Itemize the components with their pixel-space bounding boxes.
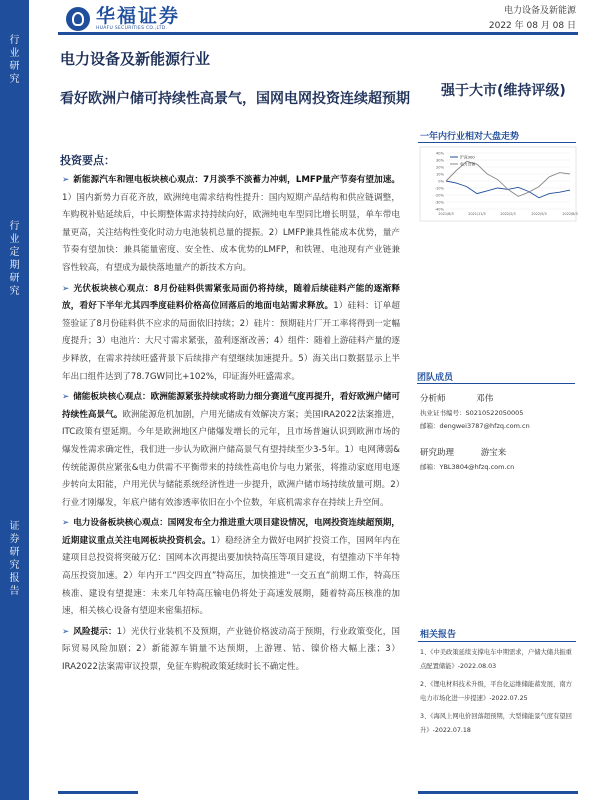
bullet-body: 1）光伏行业装机不及预期，产业链价格波动高于预期，行业政策变化，国际贸易风险加剧；2）新能源车销量不达预期，上游锂、钴、镍价格大幅上涨；3）IRA2022法案需审议投票，免征车购税政策延续时长不确定性。 [62,626,400,673]
relative-performance-chart [420,147,576,221]
left-side-band [0,0,29,800]
bullet-body: 1）稳经济全力做好电网扩投资工作，国网年内在建项目总投资将突破万亿：国网本次再提出要加快特高压等项目建设，有望推动下半年特高压投资加速。2）年内开工“四交四直”特高压，加快推进“一交五直”前期工作，特高压核准、建设有望提速：未来几年特高压输电仍将处于高速发展期，随着特高压核准的加速，相关核心设备有望迎来密集招标。 [62,535,400,617]
bullet-body: 1）硅料：订单超签验证了8月份硅料供不应求的局面依旧持续；2）硅片：预期硅片厂开工率将得到一定幅度提升；3）电池片：大尺寸需求紧张，盈利逐渐改善；4）组件：随着上游硅料产量的逐步释放，在需求持续旺盛背景下后续排产有望继续加速提升。5）海关出口数据显示上半年出口组件达到了78.7GW同比+102%，印证海外旺盛需求。 [62,301,400,382]
chart-x-tick-label: 2021/11/3 [468,212,486,216]
body-column [62,172,400,680]
related-report-item[interactable]: 2、《锂电材料技术升级，平台化运维储能蓄发展，南方电力市场化进一步提速》-2022.07.25 [420,681,572,702]
report-title: 看好欧洲户储可持续性高景气，国网电网投资连续超预期 [60,91,410,107]
footer-rule-left [58,791,138,794]
bullet-risk: ➢ 风险提示：1）光伏行业装机不及预期，产业链价格波动高于预期，行业政策变化，国际贸易风险加剧；2）新能源车销量不达预期，上游锂、钴、镍价格大幅上涨；3）IRA2022法案需审议投票，免征车购税政策延续时长不确定性。 [62,626,400,673]
company-logo [66,6,180,31]
chart-y-tick-label: 40% [436,151,444,156]
chart-y-tick-label: 30% [436,158,444,163]
analyst-role: 分析师 [420,394,446,404]
chart-legend-label: 沪深300 [460,154,475,160]
assistant-role: 研究助理 [420,448,455,458]
analyst-row [420,392,493,404]
assistant-name: 游宝来 [480,448,507,458]
assistant-row [420,446,506,458]
bullet-body: 欧洲能源危机加剧，户用光储成有效解决方案；美国IRA2022法案推进，ITC政策有望延期。今年是欧洲地区户储爆发增长的元年，且市场普遍认识到欧洲市场的爆发性需求确定性，我们进一步认为欧洲户储高景气有望持续至少3-5年。1）电网薄弱&传统能源供应紧张&电力供需不平衡带来的持续性高电价与电力紧张，将推动家庭用电逐步转向太阳能，户用光伏与储能系统经济性进一步提升，欧洲户储市场持续放量可期。2）行业才刚爆发，年底户储有效渗透率依旧在小个位数，年底机需求存在持续上升空间。 [62,409,400,508]
related-reports-list [420,646,578,742]
team-rule [417,383,575,384]
bullet-head: 电力设备板块核心观点：国网发布全力推进重大项目建设情况，电网投资连续超预期，近期建议重点关注电网板块投资机会。 [62,518,400,546]
logo-emblem-icon [66,7,90,31]
bullet-storage: ➢ 储能板块核心观点：欧洲能源紧张持续或将助力细分赛道气度再提升，看好欧洲户储可持续性高景气。欧洲能源危机加剧，户用光储成有效解决方案；美国IRA2022法案推进，ITC政策有望延期。今年是欧洲地区户储爆发增长的元年，且市场普遍认识到欧洲市场的爆发性需求确定性，我们进一步认为欧洲户储高景气有望持续至少3-5年。1）电网薄弱&传统能源供应紧张&电力供需不平衡带来的持续性高电价与电力紧张，将推动家庭用电逐步转向太阳能，户用光伏与储能系统经济性进一步提升，欧洲户储市场持续放量可期。2）行业才刚爆发，年底户储有效渗透率依旧在小个位数，年底机需求存在持续上升空间。 [62,392,400,508]
band-label-bottom: 证券研究报告 [9,521,20,597]
rating-label: 强于大市(维持评级) [441,83,566,99]
chart-y-tick-label: -10% [434,186,444,191]
bullet-pv: ➢ 光伏板块核心观点：8月份硅料供需紧张局面仍将持续，随着后续硅料产能的逐渐释放，看好下半年尤其四季度硅料价格高位回落后的地面电站需求释放。1）硅料：订单超签验证了8月份硅料供不应求的局面依旧持续；2）硅片：预期硅片厂开工率将得到一定幅度提升；3）电池片：大尺寸需求紧张，盈利逐渐改善；4）组件：随着上游硅料产量的逐步释放，在需求持续旺盛背景下后续排产有望继续加速提升。5）海关出口数据显示上半年出口组件达到了78.7GW同比+102%，印证海外旺盛需求。 [62,283,400,382]
chart-y-tick-label: -20% [434,193,444,198]
chart-x-tick-label: 2022/2/3 [500,212,516,216]
logo-chinese-name: 华福证券 [96,5,181,27]
header-date: 2022 年 08 月 08 日 [488,21,576,31]
related-reports-label: 相关报告 [420,630,457,640]
logo-english-name: HUAFU SECURITIES CO.,LTD. [96,26,168,31]
section-label-highlights: 投资要点： [60,154,115,167]
bullet-head: 光伏板块核心观点：8月份硅料供需紧张局面仍将持续，随着后续硅料产能的逐渐释放，看好下半年尤其四季度硅料价格高位回落后的地面电站需求释放。 [62,283,400,312]
bullet-head: 风险提示： [73,626,117,637]
bullet-body: 1）国内新势力百花齐放，欧洲纯电需求结构性提升：国内短期产品结构和供应链调整，车购税补贴延续后，中长期整体需求持持续向好，欧洲纯电车型同比增长明显，单车带电量更高，关注结构性变化时动力电池装机总量的提振。2）LMFP兼具性能成本优势，量产节奏有望加快：兼具能量密度、安全性、成本优势的LMFP，和铁锂、电池现有产业链兼容性较高，有望成为最快落地量产的新技术方向。 [62,192,400,273]
header-rule [58,32,578,35]
bullet-auto: ➢ 新能源汽车和锂电板块核心观点：7月淡季不淡蓄力冲刺，LMFP量产节奏有望加速。1）国内新势力百花齐放，欧洲纯电需求结构性提升：国内短期产品结构和供应链调整，车购税补贴延续后，中长期整体需求持持续向好，欧洲纯电车型同比增长明显，单车带电量更高，关注结构性变化时动力电池装机总量的提振。2）LMFP兼具性能成本优势，量产节奏有望加快：兼具能量密度、安全性、成本优势的LMFP，和铁锂、电池现有产业链兼容性较高，有望成为最快落地量产的新技术方向。 [62,175,400,273]
band-label-top: 行业研究 [9,35,20,85]
chart-y-tick-label: 0% [438,179,444,184]
chart-x-tick-label: 2022/8/3 [562,212,578,216]
chart-y-tick-label: -40% [434,207,444,212]
analyst-name: 邓伟 [476,394,494,404]
industry-title: 电力设备及新能源行业 [60,50,211,68]
bullet-head: 储能板块核心观点：欧洲能源紧张持续或将助力细分赛道气度再提升，看好欧洲户储可持续性高景气。 [62,392,400,420]
chart-legend-label: 电力设备 [460,161,476,167]
bullet-head: 新能源汽车和锂电板块核心观点：7月淡季不淡蓄力冲刺，LMFP量产节奏有望加速。 [73,175,400,185]
chart-rule [418,142,576,143]
team-label: 团队成员 [417,373,454,383]
chart-y-tick-label: 10% [436,172,444,177]
analyst-email[interactable]: 邮箱：dengwei3787@hfzq.com.cn [420,422,530,430]
related-report-item[interactable]: 3、《海风上网电价回落超预期，大型储能景气度有望回升》-2022.07.18 [420,713,572,734]
related-rule [418,641,576,642]
analyst-license: 执业证书编号：S0210522050005 [420,409,524,417]
chart-x-tick-label: 2022/5/3 [531,212,547,216]
band-label-middle: 行业定期研究 [9,221,20,297]
related-report-item[interactable]: 1、《中美政策延续支撑电车中期需求，户储大储共振重点配置储能》-2022.08.03 [420,649,572,670]
bullet-grid: ➢ 电力设备板块核心观点：国网发布全力推进重大项目建设情况，电网投资连续超预期，近期建议重点关注电网板块投资机会。1）稳经济全力做好电网扩投资工作，国网年内在建项目总投资将突破万亿：国网本次再提出要加快特高压等项目建设，有望推动下半年特高压投资加速。2）年内开工“四交四直”特高压，加快推进“一交五直”前期工作，特高压核准、建设有望提速：未来几年特高压输电仍将处于高速发展期，随着特高压核准的加速，相关核心设备有望迎来密集招标。 [62,518,400,617]
chart-y-tick-label: -30% [434,200,444,205]
chart-y-tick-label: 20% [436,165,444,170]
footer-rule-right [418,791,578,794]
chart-x-tick-label: 2021/8/3 [438,212,454,216]
chart-title: 一年内行业相对大盘走势 [420,132,520,142]
assistant-email[interactable]: 邮箱：YBL3804@hfzq.com.cn [420,463,515,471]
chart-svg [420,147,576,221]
header-category: 电力设备及新能源 [503,6,576,16]
